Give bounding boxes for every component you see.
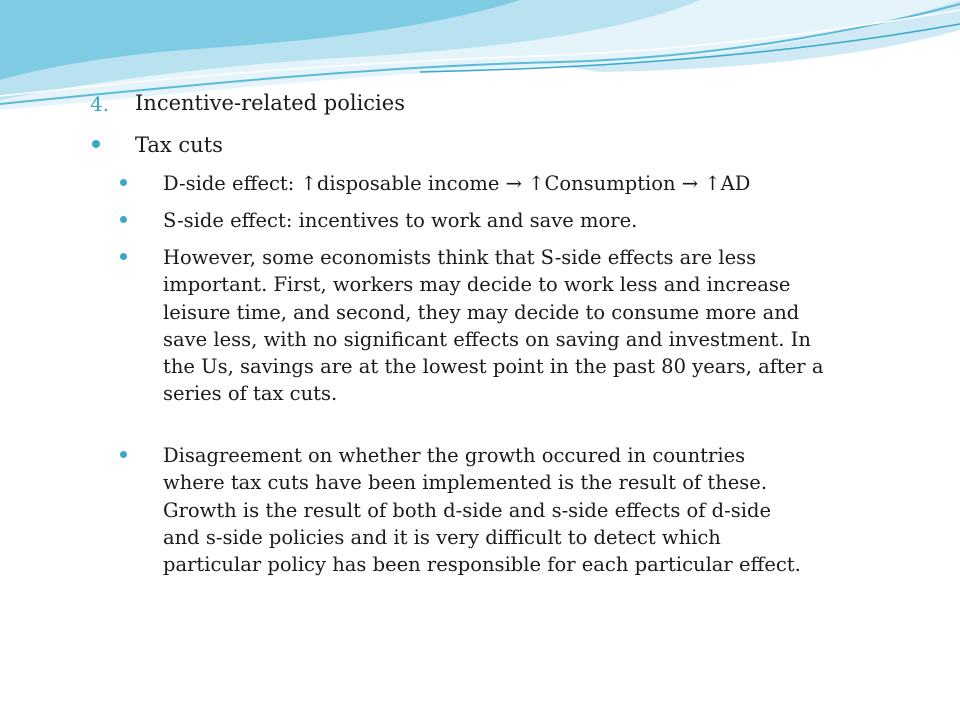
bullet-line: Disagreement on whether the growth occured in countries (163, 444, 746, 467)
bullet-line: leisure time, and second, they may decide to consume more and (163, 301, 800, 324)
bullet-line: series of tax cuts. (163, 382, 338, 405)
heading-title: Incentive-related policies (135, 91, 405, 115)
bullet-dot (120, 451, 127, 458)
bullet-line: where tax cuts have been implemented is the result of these. (163, 471, 768, 494)
bullet-line: particular policy has been responsible for each particular effect. (163, 553, 801, 576)
bullet-line: Growth is the result of both d-side and s-side effects of d-side (163, 499, 772, 522)
bullet-dot (120, 179, 127, 186)
bullet-level1-tax-cuts: Tax cuts (135, 133, 223, 157)
bullet-line: and s-side policies and it is very difficult to detect which (163, 526, 721, 549)
bullet-dot (120, 216, 127, 223)
bullet-line: save less, with no significant effects on saving and investment. In (163, 328, 811, 351)
bullet-line: the Us, savings are at the lowest point in the past 80 years, after a (163, 355, 824, 378)
heading-number: 4. (90, 92, 110, 116)
bullet-line: D-side effect: ↑disposable income → ↑Consumption → ↑AD (163, 172, 751, 195)
bullet-line: S-side effect: incentives to work and save more. (163, 209, 638, 232)
bullet-dot (120, 253, 127, 260)
bullet-dot-level1 (92, 140, 100, 148)
bullet-line: important. First, workers may decide to work less and increase (163, 273, 791, 296)
bullet-line: However, some economists think that S-side effects are less (163, 246, 757, 269)
